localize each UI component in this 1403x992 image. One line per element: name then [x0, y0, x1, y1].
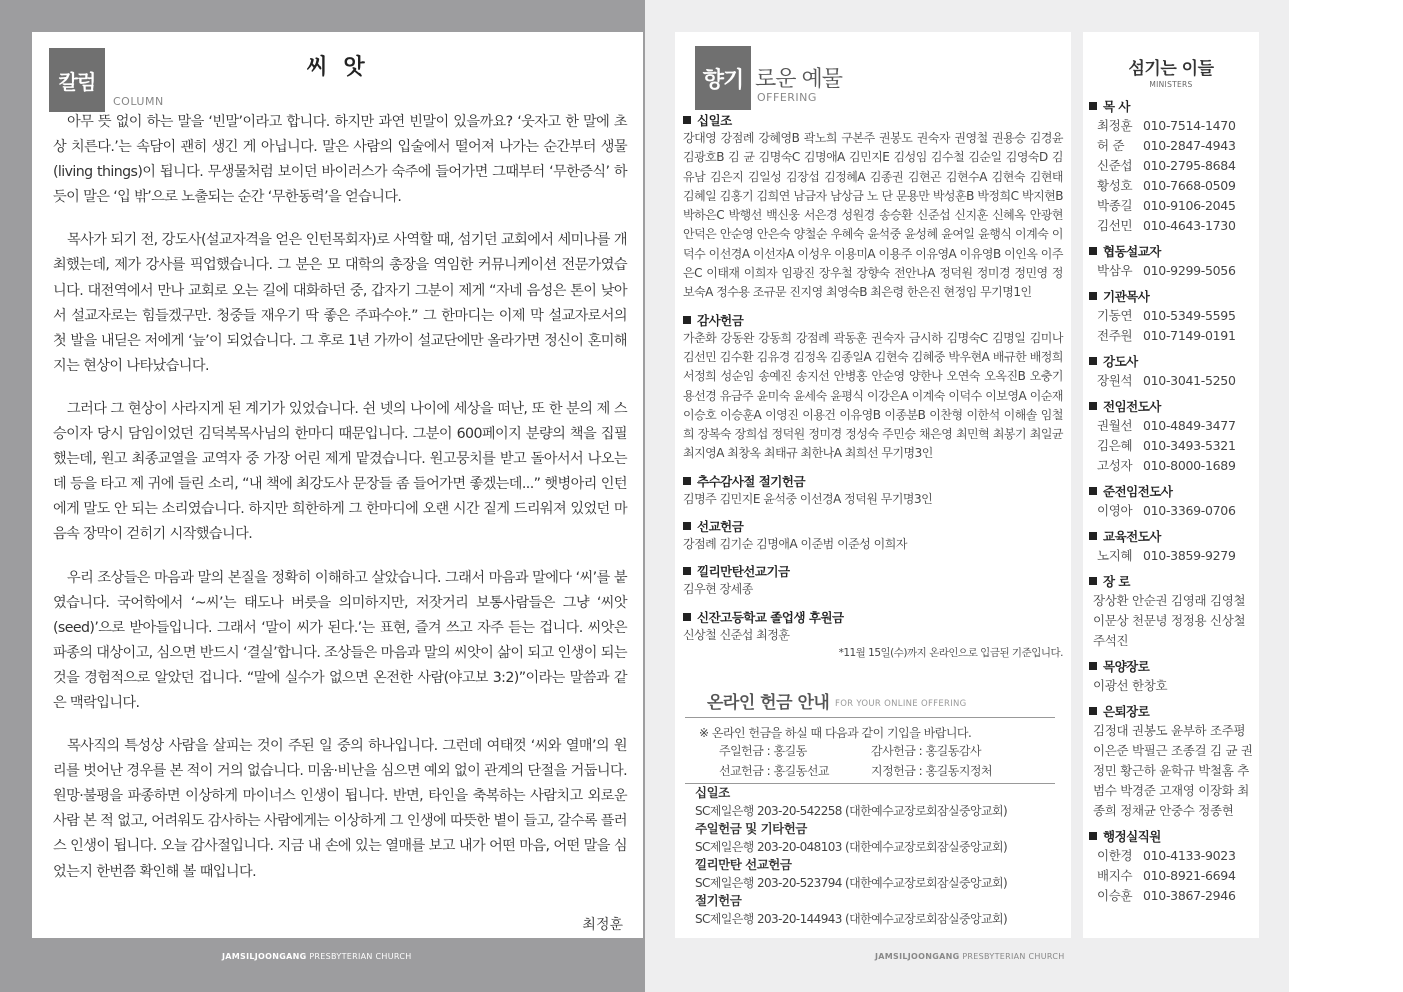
account-label: 지정헌금 : 홍길동지정처	[871, 764, 993, 778]
online-intro: ※ 온라인 헌금을 하실 때 다음과 같이 기입을 바랍니다.	[699, 726, 972, 740]
offering-donor-names: 신상철 신준섭 최정훈	[683, 627, 790, 642]
account-label: 감사헌금 : 홍길동감사	[871, 744, 982, 758]
square-bullet-icon	[683, 567, 691, 575]
offering-section	[683, 112, 1063, 303]
offering-section-heading	[683, 518, 1063, 535]
minister-name: 허 준	[1097, 138, 1125, 153]
offering-heading-label: 십일조	[697, 113, 732, 128]
minister-row	[1089, 846, 1255, 866]
minister-name: 기동연	[1097, 308, 1133, 323]
elder-names: 이광선 한창호	[1093, 678, 1168, 693]
minister-row	[1089, 136, 1255, 156]
minister-name: 김은혜	[1097, 438, 1133, 453]
minister-phone: 010-3867-2946	[1143, 888, 1236, 903]
ministers-heading-label: 전임전도사	[1103, 399, 1161, 414]
footer-right	[875, 952, 1065, 961]
ministers-title: 섬기는 이들	[1128, 59, 1214, 79]
ministers-section	[1089, 398, 1255, 476]
minister-phone: 010-2847-4943	[1143, 138, 1236, 153]
bank-account-name: 절기헌금	[695, 893, 742, 908]
footer-church-rest: PRESBYTERIAN CHURCH	[309, 952, 412, 961]
bank-account-name: 주일헌금 및 기타헌금	[695, 821, 807, 836]
offering-list	[683, 112, 1063, 654]
bank-account-detail: SC제일은행 203-20-542258 (대한예수교장로회잠실중앙교회)	[695, 804, 1008, 818]
elder-names: 김정대 권봉도 윤부하 조주평 이은준 박필근 조종걸 김 균 권정민 황근하 윤학규 박철홈 추범수 박경준 고재영 이장화 최종희 정채균 안중수 정종현	[1093, 723, 1253, 818]
minister-name: 장원석	[1097, 373, 1133, 388]
column-tag: 칼럼	[49, 48, 105, 112]
offering-donor-names: 강점례 김기순 김명애A 이준범 이준성 이희자	[683, 537, 907, 552]
minister-row	[1089, 371, 1255, 391]
minister-row	[1089, 261, 1255, 281]
bank-accounts	[695, 784, 1055, 928]
offering-section	[683, 473, 1063, 509]
ministers-heading-label: 은퇴장로	[1103, 704, 1150, 719]
offering-section-heading	[683, 473, 1063, 490]
ministers-section	[1089, 828, 1255, 906]
minister-phone: 010-3041-5250	[1143, 373, 1236, 388]
column-paragraph: 목사가 되기 전, 강도사(설교자격을 얻은 인턴목회자)로 사역할 때, 섬기던 교회에서 세미나를 개최했는데, 제가 강사를 픽업했습니다. 그 분은 모 대학의 총장을 역임한 커뮤니케이션 전문가였습니다. 대전역에서 만나 교회로 오는 길에 대화하던 중, 갑자기 그분이 제게 “자네 음성은 톤이 낮아서 설교자로는 힘들겠구만. 청중들 재우기 딱 좋은 주파수야.” 그 한마디는 이제 막 설교자로서의 첫 발을 내딛은 저에게 ‘늪’이 되었습니다. 그 후로 1년 가까이 설교단에만 올라가면 정신이 혼미해지는 현상이 나타났습니다.	[53, 232, 627, 374]
ministers-heading-label: 목양장로	[1103, 659, 1150, 674]
column-paragraph: 목사직의 특성상 사람을 살피는 것이 주된 일 중의 하나입니다. 그런데 여태껏 ‘씨와 열매’의 원리를 벗어난 경우를 본 적이 거의 없습니다. 미움·비난을 심으면 예외 없이 관계의 단절을 거둡니다. 원망·불평을 파종하면 이상하게 마이너스 인생이 됩니다. 반면, 타인을 축복하는 사람치고 외로운 사람 본 적 없고, 어려워도 감사하는 사람에게는 이상하게 그 인생에 따뜻한 볕이 들고, 갈수록 플러스 인생이 됩니다. 오늘 감사절입니다. 지금 내 손에 있는 열매를 보고 내가 어떤 마음, 어떤 말을 심었는지 한번쯤 확인해 볼 때입니다.	[53, 738, 627, 880]
minister-row	[1089, 116, 1255, 136]
ministers-section	[1089, 483, 1255, 521]
minister-phone: 010-9106-2045	[1143, 198, 1236, 213]
minister-row	[1089, 326, 1255, 346]
minister-row	[1089, 501, 1255, 521]
column-paragraph: 우리 조상들은 마음과 말의 본질을 정확히 이해하고 살았습니다. 그래서 마음과 말에다 ‘씨’를 붙였습니다. 국어학에서 ‘~씨’는 태도나 버릇을 의미하지만, 저잣거리 보통사람들은 그냥 ‘씨앗(seed)’으로 받아들입니다. 그래서 ‘말이 씨가 된다.’는 표현, 즐겨 쓰고 자주 듣는 겁니다. 씨앗은 파종의 대상이고, 심으면 반드시 ‘결실’합니다. 조상들은 마음과 말의 씨앗이 삶이 되고 인생이 되는 것을 경험적으로 알았던 겁니다. “말에 실수가 없으면 온전한 사람(야고보 3:2)”이라는 말씀과 같은 맥락입니다.	[53, 569, 627, 711]
minister-phone: 010-4133-9023	[1143, 848, 1236, 863]
minister-name: 이한경	[1097, 848, 1133, 863]
ministers-section-heading	[1089, 98, 1255, 116]
square-bullet-icon	[1089, 357, 1097, 365]
online-account-names	[719, 743, 1039, 780]
square-bullet-icon	[683, 613, 691, 621]
ministers-section-heading	[1089, 658, 1255, 676]
online-divider-top	[685, 717, 1055, 718]
bank-account-detail: SC제일은행 203-20-144943 (대한예수교장로회잠실중앙교회)	[695, 912, 1008, 926]
ministers-section-heading	[1089, 703, 1255, 721]
ministers-section	[1089, 573, 1255, 651]
offering-section	[683, 518, 1063, 554]
account-label: 선교헌금 : 홍길동선교	[719, 764, 830, 778]
account-label: 주일헌금 : 홍길동	[719, 744, 807, 758]
minister-name: 권월선	[1097, 418, 1133, 433]
ministers-section	[1089, 703, 1255, 821]
ministers-section-heading	[1089, 528, 1255, 546]
offering-section	[683, 609, 1063, 645]
square-bullet-icon	[683, 316, 691, 324]
offering-donor-names: 김우현 장세종	[683, 582, 753, 597]
offering-section-heading	[683, 609, 1063, 626]
minister-row	[1089, 416, 1255, 436]
square-bullet-icon	[1089, 402, 1097, 410]
minister-phone: 010-8921-6694	[1143, 868, 1236, 883]
bank-account	[695, 892, 1055, 928]
ministers-heading-label: 행정실직원	[1103, 829, 1161, 844]
bank-account	[695, 820, 1055, 856]
offering-heading-label: 추수감사절 절기헌금	[697, 473, 806, 489]
offering-donor-names: 강대영 강점례 강혜영B 곽노희 구본주 권봉도 권숙자 권영철 권용승 김경윤 김광호B 김 균 김명숙C 김명애A 김민지E 김성임 김수철 김순일 김영숙D 김유남 김은지 김일성 김장섭 김정혜A 김종권 김현곤 김현수A 김현숙 김현태 김혜일 김홍기 김희연 남금자 남상금 노 단 문용만 박성훈B 박정희C 박지현B 박하은C 박행선 백신웅 서은경 성원경 송승환 신준섭 신지훈 신혜옥 안광현 안덕은 안순영 안은숙 양철순 우혜숙 윤석중 윤성혜 윤여일 윤행식 이계숙 이덕수 이선경A 이선자A 이성우 이용미A 이용주 이유영A 이유영B 이인옥 이주은C 이태재 이희자 임광진 장우철 장향숙 전안나A 정덕원 정미경 정민영 정보숙A 정수용 조규문 진지영 최영숙B 최은령 한은진 현정임 무기명1인	[683, 131, 1063, 300]
minister-name: 전주원	[1097, 328, 1133, 343]
footer-church-bold: JAMSILJOONGANG	[875, 952, 960, 961]
minister-phone: 010-7514-1470	[1143, 118, 1236, 133]
offering-heading-label: 감사헌금	[697, 312, 744, 328]
offering-panel	[675, 32, 1071, 938]
ministers-section-heading	[1089, 288, 1255, 306]
ministers-section-heading	[1089, 353, 1255, 371]
square-bullet-icon	[1089, 102, 1097, 110]
minister-row	[1089, 546, 1255, 566]
offering-donor-names: 가춘화 강동완 강동희 강점례 곽동훈 권숙자 금시하 김명숙C 김명일 김미나 김선민 김수환 김유경 김정옥 김종일A 김현숙 김혜중 박우현A 배규한 배정희 서정희 성순임 송예진 송지선 안병홍 안순영 양한나 오연숙 오옥진B 오충기 용선경 유금주 윤미숙 윤세숙 윤평식 이강은A 이계숙 이덕수 이보영A 이순재 이승호 이승훈A 이영진 이용건 이유영B 이종분B 이찬형 이한석 이해솔 임철희 장복숙 장희섭 정덕원 정미경 정성숙 주민승 채은영 최민혁 최봉기 최일균 최지영A 최창옥 최태규 최한나A 최희선 무기명3인	[683, 330, 1063, 461]
square-bullet-icon	[1089, 662, 1097, 670]
minister-row	[1089, 216, 1255, 236]
offering-heading-label: 선교헌금	[697, 519, 744, 535]
ministers-heading-label: 강도사	[1103, 354, 1138, 369]
offering-tag: 향기	[695, 46, 751, 110]
minister-name: 고성자	[1097, 458, 1133, 473]
square-bullet-icon	[1089, 292, 1097, 300]
ministers-section-heading	[1089, 483, 1255, 501]
minister-phone: 010-5349-5595	[1143, 308, 1236, 323]
footer-church-bold: JAMSILJOONGANG	[222, 952, 307, 961]
minister-row	[1089, 436, 1255, 456]
bank-account-detail: SC제일은행 203-20-048103 (대한예수교장로회잠실중앙교회)	[695, 840, 1008, 854]
ministers-section-heading	[1089, 573, 1255, 591]
ministers-section-heading	[1089, 828, 1255, 846]
column-body	[53, 110, 627, 903]
offering-donor-names: 김명주 김민지E 윤석중 이선경A 정덕원 무기명3인	[683, 491, 933, 506]
ministers-section	[1089, 658, 1255, 696]
bank-account-detail: SC제일은행 203-20-523794 (대한예수교장로회잠실중앙교회)	[695, 876, 1008, 890]
ministers-sub: MINISTERS	[1149, 80, 1193, 89]
minister-row	[1089, 156, 1255, 176]
online-offering-title: 온라인 헌금 안내	[707, 693, 830, 713]
minister-name: 박삼우	[1097, 263, 1133, 278]
square-bullet-icon	[1089, 487, 1097, 495]
minister-phone: 010-8000-1689	[1143, 458, 1236, 473]
minister-phone: 010-3493-5321	[1143, 438, 1236, 453]
offering-heading-label: 신잔고등학교 졸업생 후원금	[697, 609, 844, 625]
bank-account	[695, 856, 1055, 892]
ministers-section	[1089, 353, 1255, 391]
minister-name: 이영아	[1097, 503, 1133, 518]
bank-account-name: 십일조	[695, 785, 730, 800]
ministers-section-heading	[1089, 243, 1255, 261]
minister-phone: 010-3369-0706	[1143, 503, 1236, 518]
minister-name: 배지수	[1097, 868, 1133, 883]
offering-tag-sub: OFFERING	[757, 91, 817, 104]
bank-account	[695, 784, 1055, 820]
online-offering-sub: FOR YOUR ONLINE OFFERING	[835, 699, 967, 709]
ministers-section-heading	[1089, 398, 1255, 416]
page-margin	[1289, 0, 1403, 992]
minister-row	[1089, 886, 1255, 906]
ministers-heading-label: 목 사	[1103, 99, 1131, 114]
minister-phone: 010-7149-0191	[1143, 328, 1236, 343]
minister-name: 신준섭	[1097, 158, 1133, 173]
square-bullet-icon	[683, 116, 691, 124]
ministers-heading-label: 장 로	[1103, 574, 1131, 589]
minister-row	[1089, 196, 1255, 216]
minister-name: 노지혜	[1097, 548, 1133, 563]
column-tag-sub: COLUMN	[113, 95, 164, 108]
minister-name: 황성호	[1097, 178, 1133, 193]
minister-row	[1089, 456, 1255, 476]
minister-name: 이승훈	[1097, 888, 1133, 903]
minister-phone: 010-4849-3477	[1143, 418, 1236, 433]
offering-section-heading	[683, 312, 1063, 329]
bank-account-name: 낄리만탄 선교헌금	[695, 857, 792, 872]
square-bullet-icon	[1089, 832, 1097, 840]
square-bullet-icon	[1089, 577, 1097, 585]
ministers-heading-label: 교육전도사	[1103, 529, 1161, 544]
ministers-section	[1089, 528, 1255, 566]
minister-row	[1089, 306, 1255, 326]
footer-left	[222, 952, 412, 961]
column-panel	[32, 32, 643, 938]
offering-heading-label: 낄리만탄선교기금	[697, 564, 790, 580]
minister-name: 박종길	[1097, 198, 1133, 213]
minister-phone: 010-9299-5056	[1143, 263, 1236, 278]
minister-phone: 010-3859-9279	[1143, 548, 1236, 563]
column-author: 최정훈	[582, 917, 623, 933]
column-paragraph: 아무 뜻 없이 하는 말을 ‘빈말’이라고 합니다. 하지만 과연 빈말이 있을까요? ‘웃자고 한 말에 초상 치른다.’는 속담이 괜히 생긴 게 아닙니다. 말은 사람의 입술에서 떨어져 나가는 순간부터 생물(living things)이 됩니다. 무생물처럼 보이던 바이러스가 숙주에 들어가면 그때부터 ‘무한증식’ 하듯이 말은 ‘입 밖’으로 노출되는 순간 ‘무한동력’을 얻습니다.	[53, 114, 627, 206]
ministers-heading-label: 준전임전도사	[1103, 484, 1173, 499]
offering-note: *11월 15일(수)까지 온라인으로 입금된 기준입니다.	[838, 647, 1063, 659]
minister-phone: 010-2795-8684	[1143, 158, 1236, 173]
ministers-list	[1089, 98, 1255, 913]
minister-phone: 010-7668-0509	[1143, 178, 1236, 193]
offering-section-heading	[683, 563, 1063, 580]
ministers-section	[1089, 288, 1255, 346]
ministers-section	[1089, 98, 1255, 236]
minister-row	[1089, 866, 1255, 886]
ministers-section	[1089, 243, 1255, 281]
minister-row	[1089, 176, 1255, 196]
ministers-panel	[1083, 32, 1259, 938]
minister-phone: 010-4643-1730	[1143, 218, 1236, 233]
offering-section-heading	[683, 112, 1063, 129]
column-title: 씨 앗	[306, 54, 369, 80]
square-bullet-icon	[683, 477, 691, 485]
footer-church-rest: PRESBYTERIAN CHURCH	[962, 952, 1065, 961]
square-bullet-icon	[683, 522, 691, 530]
elder-names: 장상환 안순권 김영래 김영철 이문상 천문녕 정정용 신상철 주석진	[1093, 593, 1246, 648]
square-bullet-icon	[1089, 707, 1097, 715]
offering-title: 로운 예물	[755, 67, 843, 92]
ministers-heading-label: 기관목사	[1103, 289, 1150, 304]
minister-name: 최정훈	[1097, 118, 1133, 133]
offering-section	[683, 563, 1063, 599]
offering-section	[683, 312, 1063, 464]
ministers-heading-label: 협동설교자	[1103, 244, 1161, 259]
minister-name: 김선민	[1097, 218, 1133, 233]
column-paragraph: 그러다 그 현상이 사라지게 된 계기가 있었습니다. 쉰 넷의 나이에 세상을 떠난, 또 한 분의 제 스승이자 당시 담임이었던 김덕복목사님의 한마디 때문입니다. 그분이 600페이지 분량의 책을 집필했는데, 원고 최종교열을 교역자 중 가장 어린 제게 맡겼습니다. 원고뭉치를 받고 돌아서서 나오는데 등을 타고 제 귀에 들린 소리, “내 책에 최강도사 문장들 좀 들어가면 좋겠는데...” 햇병아리 인턴에게 말도 안 되는 소리였습니다. 하지만 희한하게 그 한마디에 오랜 시간 짙게 드리워져 있었던 마음속 장막이 걷히기 시작했습니다.	[53, 400, 627, 543]
square-bullet-icon	[1089, 532, 1097, 540]
square-bullet-icon	[1089, 247, 1097, 255]
